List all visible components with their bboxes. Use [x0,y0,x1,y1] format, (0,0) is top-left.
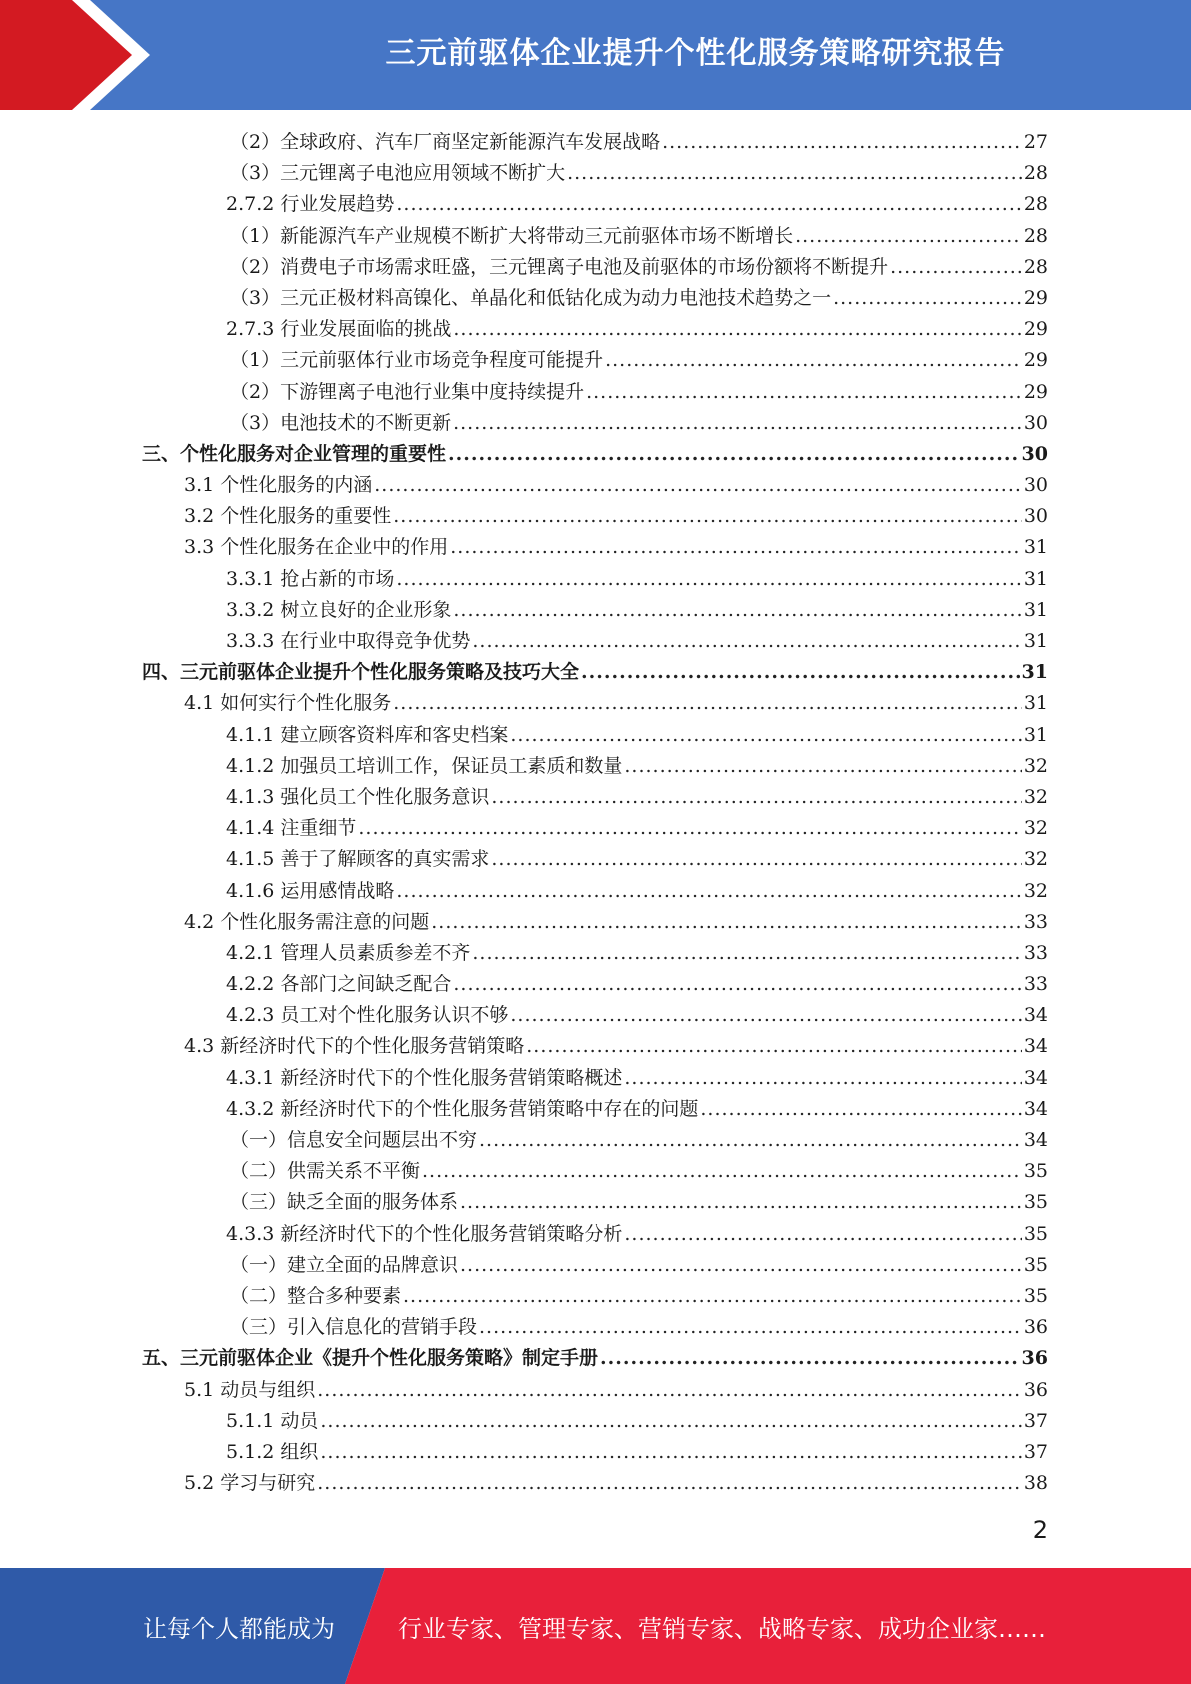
toc-dot-leader [605,345,1022,376]
toc-entry-title: 4.3.1 新经济时代下的个性化服务营销策略概述 [226,1066,623,1089]
toc-entry[interactable] [142,1125,1048,1156]
toc-entry[interactable] [142,1156,1048,1187]
toc-dot-leader [460,1187,1022,1218]
page-number: 2 [1032,1516,1048,1544]
toc-entry-page: 31 [1023,536,1048,559]
toc-dot-leader [479,1312,1022,1343]
toc-entry-title: 2.7.2 行业发展趋势 [226,193,395,216]
toc-dot-leader [491,782,1021,813]
toc-entry[interactable] [142,1187,1048,1218]
toc-dot-leader [396,876,1021,907]
toc-entry-page: 32 [1023,848,1048,871]
toc-entry-title: 3.3.1 抢占新的市场 [226,567,395,590]
toc-entry-title: （三）缺乏全面的服务体系 [230,1191,459,1214]
toc-entry-title: （2）消费电子市场需求旺盛，三元锂离子电池及前驱体的市场份额将不断提升 [230,255,889,278]
toc-entry[interactable] [142,969,1048,1000]
toc-dot-leader [624,1219,1021,1250]
toc-entry[interactable] [142,938,1048,969]
toc-entry-page: 37 [1023,1440,1048,1463]
toc-entry-title: （1）三元前驱体行业市场竞争程度可能提升 [230,349,604,372]
toc-entry[interactable] [142,501,1048,532]
toc-entry-title: 4.1.4 注重细节 [226,817,357,840]
footer-slogan-left: 让每个人都能成为 [143,1614,335,1643]
toc-entry-page: 29 [1023,318,1048,341]
toc-entry[interactable] [142,1250,1048,1281]
toc-entry-title: 三、个性化服务对企业管理的重要性 [142,442,447,465]
toc-entry-title: 5.1 动员与组织 [184,1378,316,1401]
toc-dot-leader [358,813,1021,844]
toc-entry-title: （二）整合多种要素 [230,1284,402,1307]
toc-entry[interactable] [142,345,1048,376]
toc-dot-leader [453,969,1021,1000]
toc-dot-leader [586,377,1022,408]
toc-entry-title: 四、三元前驱体企业提升个性化服务策略及技巧大全 [142,661,580,684]
toc-entry-title: 3.3 个性化服务在企业中的作用 [184,536,449,559]
toc-entry[interactable] [142,688,1048,719]
toc-entry-page: 32 [1023,785,1048,808]
toc-entry-page: 27 [1023,131,1048,153]
toc-dot-leader [403,1281,1022,1312]
document-title: 三元前驱体企业提升个性化服务策略研究报告 [385,36,1006,71]
toc-entry-page: 38 [1023,1472,1048,1495]
toc-entry[interactable] [142,314,1048,345]
toc-dot-leader [320,1437,1021,1468]
toc-entry-title: 4.2.2 各部门之间缺乏配合 [226,973,452,996]
toc-entry[interactable] [142,1312,1048,1343]
toc-dot-leader [453,314,1021,345]
toc-entry-title: 3.2 个性化服务的重要性 [184,505,392,528]
toc-dot-leader [662,127,1022,158]
toc-entry[interactable] [142,1094,1048,1125]
toc-entry[interactable] [142,564,1048,595]
toc-entry-title: 3.3.2 树立良好的企业形象 [226,598,452,621]
toc-entry-page: 34 [1023,1097,1048,1120]
toc-dot-leader [472,938,1021,969]
toc-dot-leader [448,439,1020,470]
toc-entry-title: 4.3 新经济时代下的个性化服务营销策略 [184,1035,525,1058]
toc-entry-title: 3.3.3 在行业中取得竞争优势 [226,630,471,652]
toc-entry-title: 4.2.1 管理人员素质参差不齐 [226,941,471,964]
toc-entry-page: 28 [1023,162,1048,185]
toc-entry-title: 5.2 学习与研究 [184,1472,316,1495]
toc-dot-leader [431,907,1022,938]
toc-entry-title: （2）下游锂离子电池行业集中度持续提升 [230,380,585,403]
toc-entry-title: 4.1.3 强化员工个性化服务意识 [226,785,490,808]
toc-dot-leader [453,408,1022,439]
toc-entry-page: 32 [1023,817,1048,840]
toc-entry[interactable] [142,876,1048,907]
toc-dot-leader [396,189,1021,220]
toc-entry[interactable] [142,127,1048,158]
toc-entry-page: 28 [1023,224,1048,247]
toc-entry-page: 35 [1023,1160,1048,1183]
toc-entry[interactable] [142,626,1048,657]
toc-entry-page: 29 [1023,286,1048,309]
toc-dot-leader [374,470,1022,501]
table-of-contents [142,127,1048,1499]
toc-entry-title: （三）引入信息化的营销手段 [230,1316,478,1339]
toc-dot-leader [320,1406,1021,1437]
toc-entry[interactable] [142,189,1048,220]
footer-slogan-right: 行业专家、管理专家、营销专家、战略专家、成功企业家…… [398,1614,1046,1643]
toc-entry-title: （3）电池技术的不断更新 [230,411,452,434]
toc-entry-title: （3）三元锂离子电池应用领域不断扩大 [230,162,566,185]
toc-dot-leader [491,844,1021,875]
toc-entry-page: 31 [1023,630,1048,652]
toc-dot-leader [890,252,1022,283]
toc-entry-page: 32 [1023,879,1048,902]
toc-entry[interactable] [142,1375,1048,1406]
toc-entry[interactable] [142,751,1048,782]
toc-entry-page: 31 [1023,692,1048,715]
toc-dot-leader [317,1468,1022,1499]
toc-dot-leader [479,1125,1022,1156]
toc-chapter-entry[interactable] [142,439,1048,470]
toc-entry[interactable] [142,470,1048,501]
toc-entry[interactable] [142,813,1048,844]
footer-banner [0,1568,1191,1684]
toc-entry-title: 4.3.2 新经济时代下的个性化服务营销策略中存在的问题 [226,1097,699,1120]
toc-entry[interactable] [142,1219,1048,1250]
toc-entry-title: 4.1 如何实行个性化服务 [184,692,392,715]
toc-entry[interactable] [142,720,1048,751]
toc-dot-leader [396,564,1021,595]
toc-entry-title: 2.7.3 行业发展面临的挑战 [226,318,452,341]
toc-entry[interactable] [142,1281,1048,1312]
toc-entry-page: 36 [1023,1378,1048,1401]
toc-entry-title: 5.1.2 组织 [226,1440,319,1463]
toc-dot-leader [624,751,1021,782]
toc-entry[interactable] [142,595,1048,626]
toc-dot-leader [624,1063,1021,1094]
toc-entry-page: 31 [1023,567,1048,590]
toc-entry-page: 37 [1023,1409,1048,1432]
toc-entry[interactable] [142,1000,1048,1031]
toc-entry-page: 32 [1023,754,1048,777]
toc-dot-leader [422,1156,1022,1187]
toc-entry-page: 30 [1023,411,1048,434]
toc-dot-leader [567,158,1022,189]
chevron-logo-icon [0,0,160,110]
toc-entry[interactable] [142,158,1048,189]
toc-entry-title: 五、三元前驱体企业《提升个性化服务策略》制定手册 [142,1347,599,1370]
toc-entry-title: （2）全球政府、汽车厂商坚定新能源汽车发展战略 [230,131,661,153]
header-banner [0,0,1191,110]
toc-entry[interactable] [142,1406,1048,1437]
toc-entry-page: 35 [1023,1284,1048,1307]
toc-dot-leader [700,1094,1021,1125]
toc-dot-leader [600,1343,1020,1374]
toc-dot-leader [460,1250,1022,1281]
toc-entry-page: 34 [1023,1129,1048,1151]
toc-dot-leader [450,532,1022,563]
toc-entry-page: 31 [1023,598,1048,621]
toc-entry[interactable] [142,1031,1048,1062]
toc-entry-title: 4.2.3 员工对个性化服务认识不够 [226,1004,509,1027]
toc-entry[interactable] [142,1437,1048,1468]
toc-entry-page: 35 [1023,1222,1048,1245]
toc-dot-leader [795,221,1022,252]
toc-entry-page: 35 [1023,1253,1048,1276]
toc-entry[interactable] [142,408,1048,439]
toc-entry[interactable] [142,1468,1048,1499]
toc-entry-page: 30 [1021,442,1048,465]
toc-dot-leader [393,688,1022,719]
toc-entry-title: （一）信息安全问题层出不穷 [230,1129,478,1151]
toc-entry-title: 4.1.6 运用感情战略 [226,879,395,902]
toc-entry-page: 33 [1023,910,1048,933]
toc-entry[interactable] [142,252,1048,283]
toc-dot-leader [393,501,1022,532]
toc-entry-page: 28 [1023,193,1048,216]
toc-entry-title: 3.1 个性化服务的内涵 [184,474,373,497]
toc-entry[interactable] [142,844,1048,875]
toc-entry[interactable] [142,907,1048,938]
toc-entry-title: （二）供需关系不平衡 [230,1160,421,1183]
toc-entry-page: 33 [1023,973,1048,996]
toc-entry-page: 36 [1023,1316,1048,1339]
toc-entry-page: 36 [1021,1347,1048,1370]
toc-entry-page: 29 [1023,380,1048,403]
toc-entry-page: 34 [1023,1004,1048,1027]
toc-entry-title: （3）三元正极材料高镍化、单晶化和低钴化成为动力电池技术趋势之一 [230,286,832,309]
toc-entry-title: 5.1.1 动员 [226,1409,319,1432]
toc-entry-page: 33 [1023,941,1048,964]
toc-entry-page: 30 [1023,505,1048,528]
toc-dot-leader [510,720,1021,751]
toc-dot-leader [510,1000,1021,1031]
toc-entry[interactable] [142,532,1048,563]
toc-entry-page: 34 [1023,1066,1048,1089]
toc-entry-title: 4.1.1 建立顾客资料库和客史档案 [226,723,509,746]
toc-entry[interactable] [142,782,1048,813]
toc-entry[interactable] [142,377,1048,408]
toc-entry-title: 4.1.5 善于了解顾客的真实需求 [226,848,490,871]
toc-entry-page: 31 [1023,723,1048,746]
toc-entry-title: （一）建立全面的品牌意识 [230,1253,459,1276]
toc-entry-page: 34 [1023,1035,1048,1058]
toc-dot-leader [833,283,1022,314]
toc-entry[interactable] [142,221,1048,252]
toc-entry-page: 28 [1023,255,1048,278]
toc-entry-page: 35 [1023,1191,1048,1214]
toc-dot-leader [581,657,1020,688]
toc-dot-leader [317,1375,1022,1406]
toc-dot-leader [526,1031,1022,1062]
toc-entry-page: 30 [1023,474,1048,497]
toc-chapter-entry[interactable] [142,1343,1048,1374]
toc-entry-title: 4.1.2 加强员工培训工作，保证员工素质和数量 [226,754,623,777]
toc-entry-title: 4.3.3 新经济时代下的个性化服务营销策略分析 [226,1222,623,1245]
toc-entry-title: 4.2 个性化服务需注意的问题 [184,910,430,933]
toc-chapter-entry[interactable] [142,657,1048,688]
toc-entry-page: 31 [1021,661,1048,684]
toc-dot-leader [472,626,1021,657]
toc-entry-page: 29 [1023,349,1048,372]
toc-entry-title: （1）新能源汽车产业规模不断扩大将带动三元前驱体市场不断增长 [230,224,794,247]
toc-entry[interactable] [142,1063,1048,1094]
toc-dot-leader [453,595,1021,626]
toc-entry[interactable] [142,283,1048,314]
